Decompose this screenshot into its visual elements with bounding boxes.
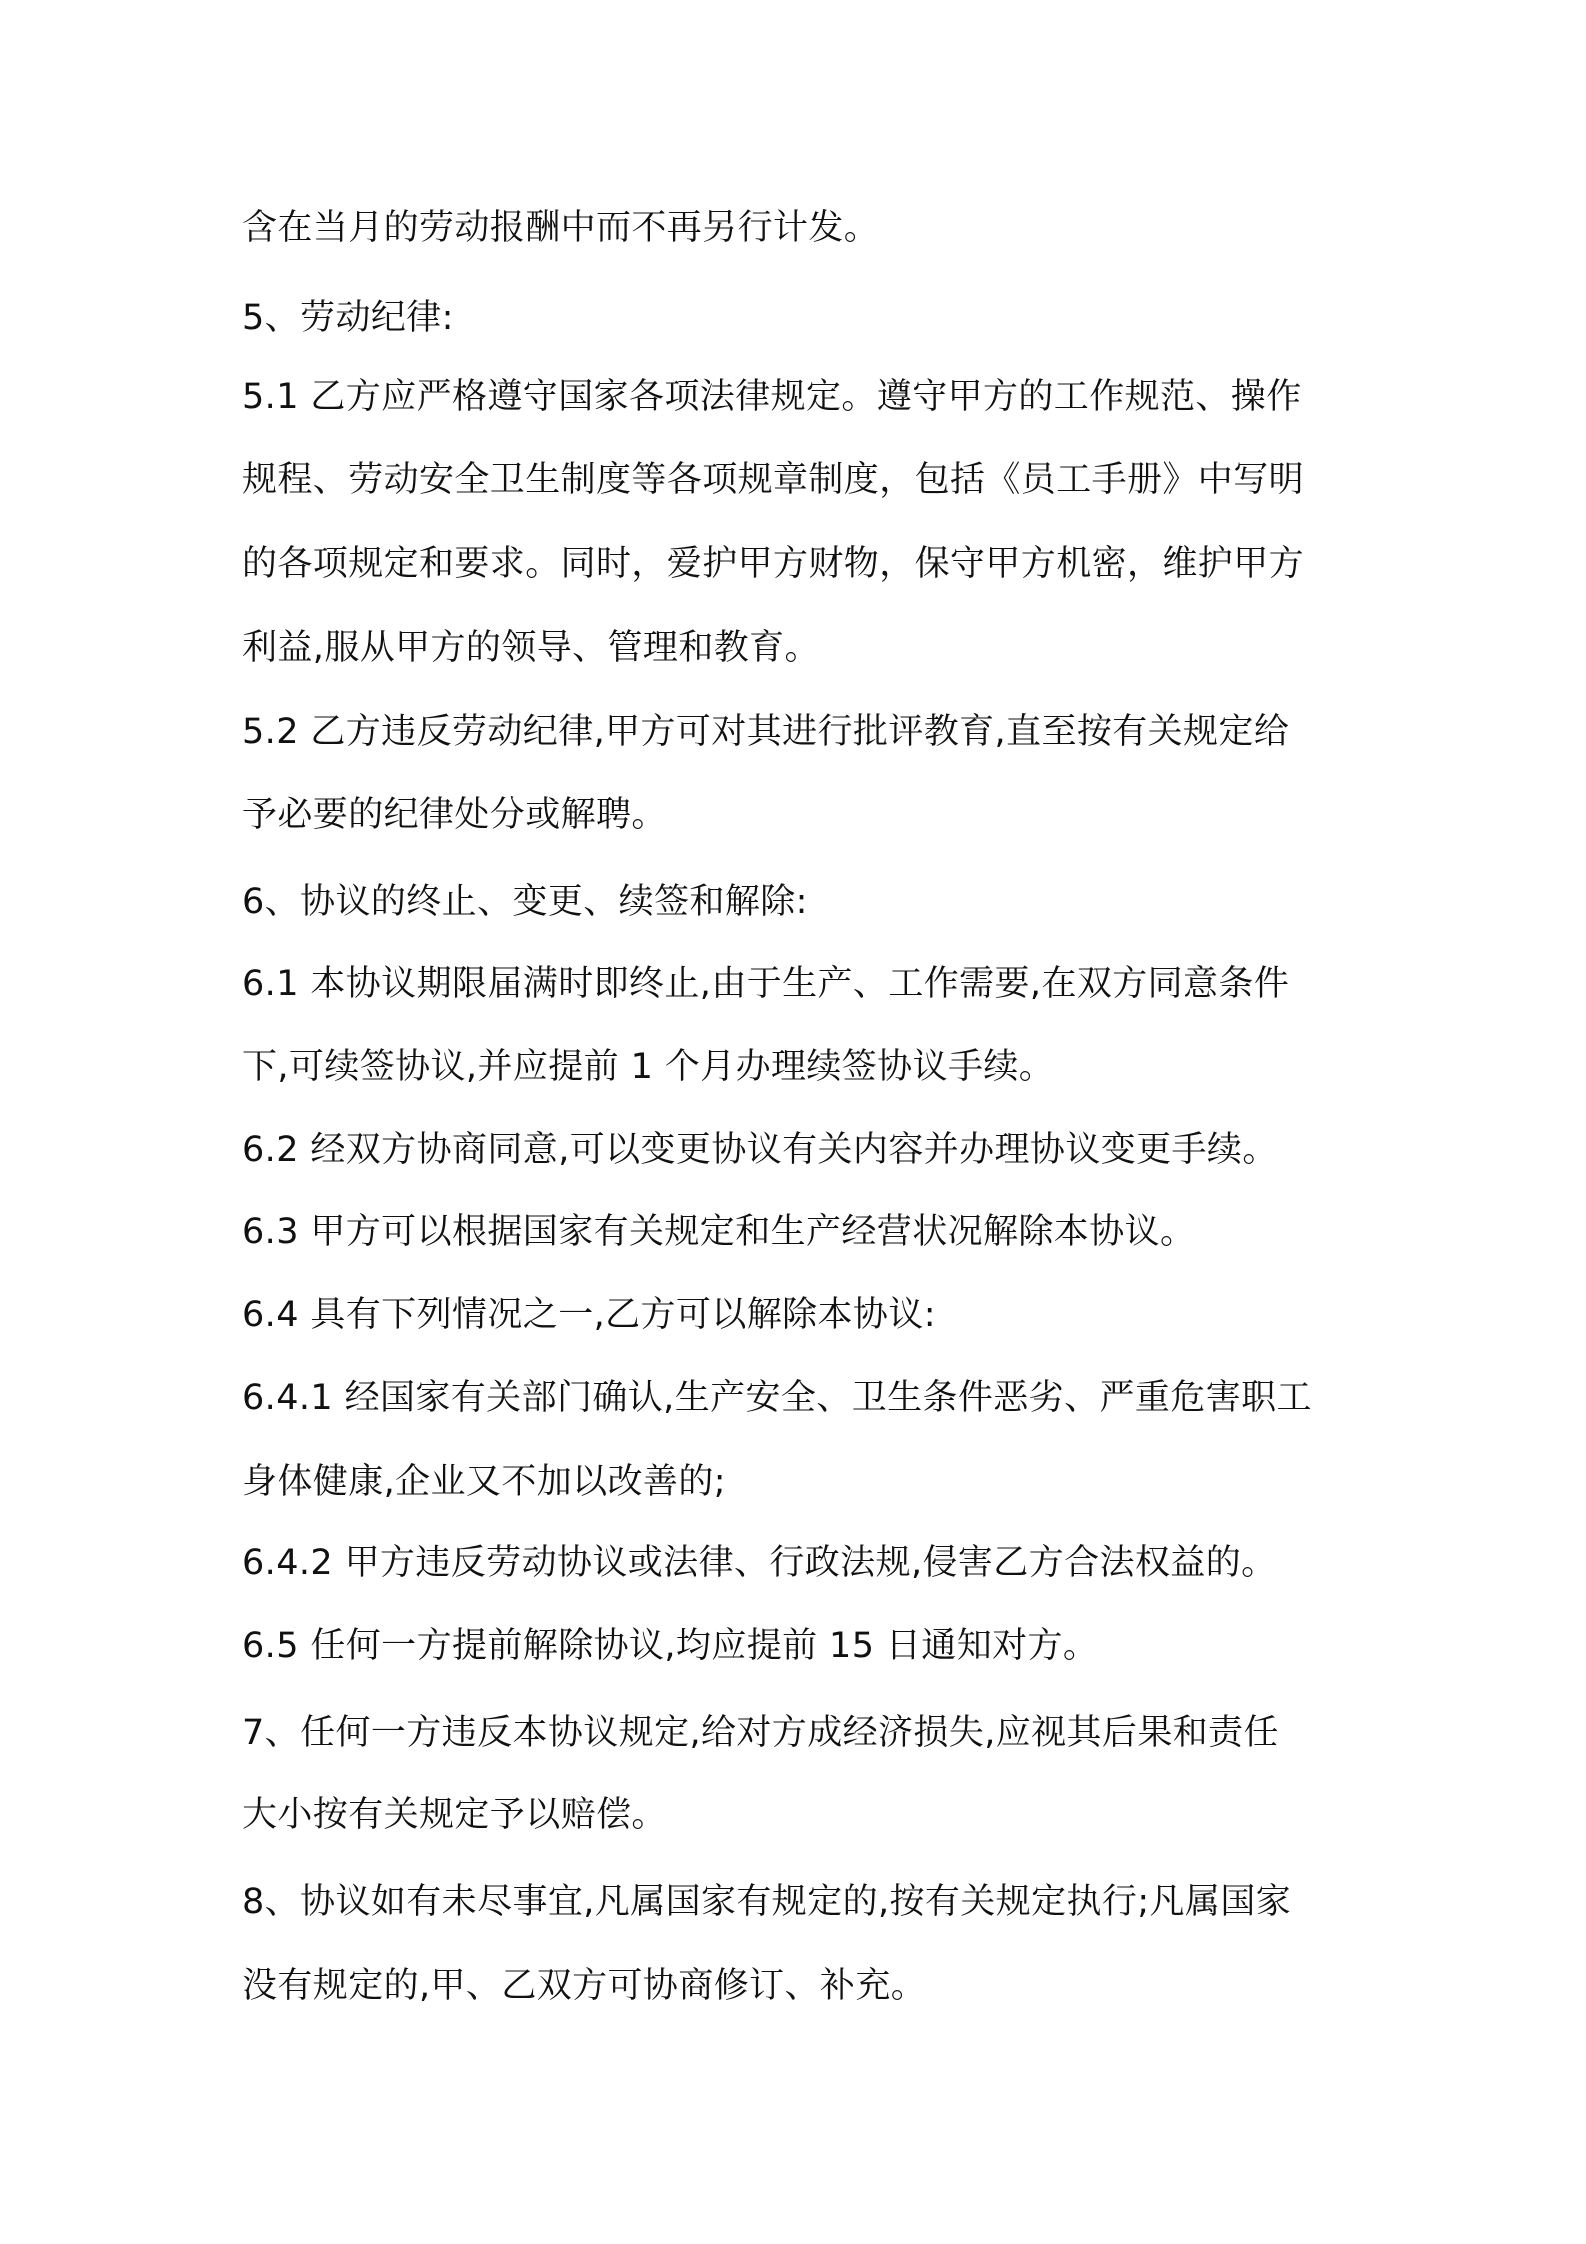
text-line: 利益,服从甲方的领导、管理和教育。: [242, 628, 820, 668]
section-heading: 5、劳动纪律:: [242, 298, 454, 338]
text-line: 大小按有关规定予以赔偿。: [242, 1795, 667, 1835]
text-line: 6.5 任何一方提前解除协议,均应提前 15 日通知对方。: [242, 1626, 1099, 1666]
section-heading: 6、协议的终止、变更、续签和解除:: [242, 882, 808, 922]
text-line: 身体健康,企业又不加以改善的;: [242, 1462, 726, 1502]
text-line: 6.4.1 经国家有关部门确认,生产安全、卫生条件恶劣、严重危害职工: [242, 1378, 1312, 1418]
text-line: 5.2 乙方违反劳动纪律,甲方可对其进行批评教育,直至按有关规定给: [242, 712, 1290, 752]
text-line: 5.1 乙方应严格遵守国家各项法律规定。遵守甲方的工作规范、操作: [242, 377, 1302, 417]
section-heading: 8、协议如有未尽事宜,凡属国家有规定的,按有关规定执行;凡属国家: [242, 1882, 1292, 1922]
text-line: 6.4 具有下列情况之一,乙方可以解除本协议:: [242, 1295, 936, 1335]
text-line: 没有规定的,甲、乙双方可协商修订、补充。: [242, 1966, 927, 2006]
text-line: 6.4.2 甲方违反劳动协议或法律、行政法规,侵害乙方合法权益的。: [242, 1543, 1277, 1583]
text-line: 含在当月的劳动报酬中而不再另行计发。: [242, 208, 880, 248]
text-line: 的各项规定和要求。同时，爱护甲方财物，保守甲方机密，维护甲方: [242, 544, 1305, 584]
section-heading: 7、任何一方违反本协议规定,给对方成经济损失,应视其后果和责任: [242, 1713, 1279, 1753]
text-line: 6.2 经双方协商同意,可以变更协议有关内容并办理协议变更手续。: [242, 1130, 1278, 1170]
text-line: 规程、劳动安全卫生制度等各项规章制度，包括《员工手册》中写明: [242, 460, 1305, 500]
text-line: 6.1 本协议期限届满时即终止,由于生产、工作需要,在双方同意条件: [242, 964, 1290, 1004]
text-line: 予必要的纪律处分或解聘。: [242, 795, 667, 835]
text-line: 6.3 甲方可以根据国家有关规定和生产经营状况解除本协议。: [242, 1212, 1196, 1252]
text-line: 下,可续签协议,并应提前 1 个月办理续签协议手续。: [242, 1047, 1055, 1087]
